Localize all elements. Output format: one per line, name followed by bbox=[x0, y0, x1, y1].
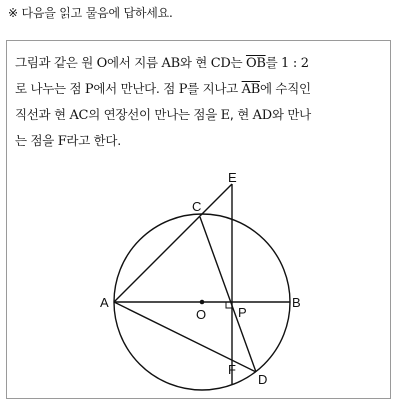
text-segment: 에서 만난다. 점 bbox=[93, 81, 179, 96]
instruction-text: ※ 다음을 읽고 물음에 답하세요. bbox=[8, 6, 173, 20]
label-c: C bbox=[192, 199, 202, 214]
math-point-p: P bbox=[84, 82, 94, 97]
label-b: B bbox=[292, 295, 301, 310]
math-chord-ad: AD bbox=[252, 108, 272, 123]
line-ae bbox=[114, 184, 232, 302]
text-segment: 로 나누는 점 bbox=[15, 81, 85, 96]
text-segment: 와 현 bbox=[179, 55, 211, 70]
text-segment: 에 수직인 bbox=[259, 81, 311, 96]
text-segment: 그림과 같은 원 bbox=[15, 55, 97, 70]
label-f: F bbox=[228, 362, 236, 377]
text-segment: 와 만나 bbox=[271, 107, 311, 122]
text-segment: 에서 지름 bbox=[107, 55, 162, 70]
text-segment: 의 연장선이 만나는 점을 bbox=[88, 107, 221, 122]
center-dot-o bbox=[200, 300, 205, 305]
text-segment: 를 지나고 bbox=[187, 81, 242, 96]
text-segment: 라고 한다. bbox=[66, 133, 121, 148]
text-segment: 직선과 현 bbox=[15, 107, 70, 122]
math-ratio: 1 : 2 bbox=[281, 56, 309, 71]
label-d: D bbox=[258, 372, 268, 387]
math-point-e: E bbox=[220, 108, 230, 123]
text-segment: , 현 bbox=[229, 107, 253, 122]
math-segment-ab: $\overline{AB}$ bbox=[241, 82, 260, 97]
label-o: O bbox=[196, 307, 207, 322]
text-segment: 는 bbox=[230, 55, 246, 70]
label-e: E bbox=[228, 170, 237, 185]
math-diameter-ab: AB bbox=[161, 56, 180, 71]
label-a: A bbox=[100, 295, 109, 310]
math-chord-cd: CD bbox=[210, 56, 231, 71]
text-segment: 를 bbox=[265, 55, 282, 70]
math-segment-ob: $\overline{OB}$ bbox=[245, 56, 266, 71]
math-chord-ac: AC bbox=[69, 108, 89, 123]
label-p: P bbox=[238, 305, 247, 320]
math-circle-o: O bbox=[96, 56, 108, 71]
math-point-p: P bbox=[178, 82, 188, 97]
text-segment: 는 점을 bbox=[15, 133, 58, 148]
math-point-f: F bbox=[57, 134, 67, 149]
